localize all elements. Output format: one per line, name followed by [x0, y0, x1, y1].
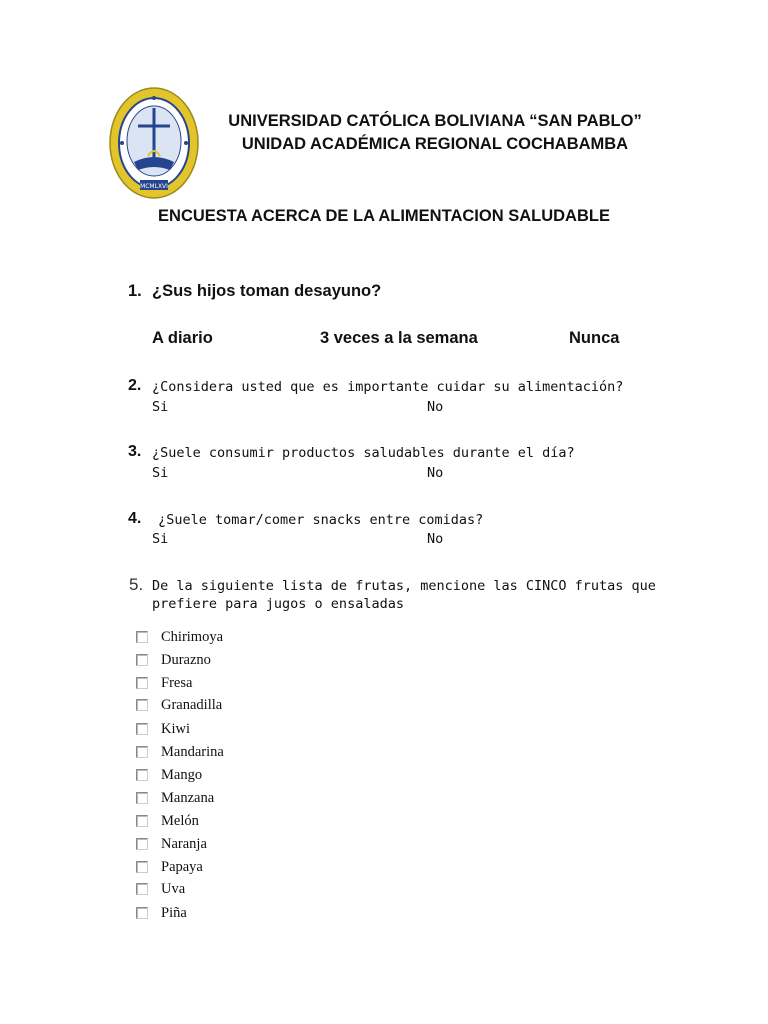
fruit-label: Piña [161, 904, 187, 921]
fruit-label: Durazno [161, 651, 211, 668]
question-2-text: ¿Considera usted que es importante cuidar su alimentación? [152, 379, 624, 395]
checkbox[interactable] [136, 792, 148, 804]
fruit-option-granadilla[interactable] [136, 694, 222, 716]
fruit-label: Mango [161, 766, 203, 783]
question-3-number: 3. [128, 443, 142, 460]
question-1-option-nunca: Nunca [569, 329, 620, 347]
checkbox[interactable] [136, 861, 148, 873]
fruit-option-chirimoya[interactable] [136, 626, 223, 648]
fruit-label: Mandarina [161, 743, 224, 760]
question-1-option-a-diario: A diario [152, 329, 213, 347]
fruit-option-kiwi[interactable] [136, 718, 190, 740]
question-4-option-no: No [427, 531, 444, 547]
checkbox[interactable] [136, 907, 148, 919]
checkbox[interactable] [136, 677, 148, 689]
checkbox[interactable] [136, 815, 148, 827]
fruit-option-uva[interactable] [136, 878, 185, 900]
checkbox[interactable] [136, 769, 148, 781]
academic-unit: UNIDAD ACADÉMICA REGIONAL COCHABAMBA [241, 135, 629, 153]
question-1-option-3-veces: 3 veces a la semana [320, 329, 478, 347]
question-1-number: 1. [128, 282, 142, 300]
fruit-label: Granadilla [161, 696, 223, 713]
checkbox[interactable] [136, 723, 148, 735]
fruit-label: Manzana [161, 789, 215, 806]
question-5-text-line-1: De la siguiente lista de frutas, mencione las CINCO frutas que [152, 578, 656, 594]
fruit-label: Naranja [161, 835, 207, 852]
svg-text:MCMLXVI: MCMLXVI [140, 183, 168, 190]
fruit-option-mango[interactable] [136, 764, 202, 786]
question-3-option-si: Si [152, 465, 169, 481]
fruit-option-melon[interactable] [136, 810, 199, 832]
checkbox[interactable] [136, 746, 148, 758]
fruit-label: Kiwi [161, 720, 190, 737]
fruit-option-fresa[interactable] [136, 672, 192, 694]
survey-title: ENCUESTA ACERCA DE LA ALIMENTACION SALUDABLE [158, 207, 610, 225]
fruit-option-naranja[interactable] [136, 833, 207, 855]
question-2-option-si: Si [152, 399, 169, 415]
fruit-option-manzana[interactable] [136, 787, 214, 809]
question-2-number: 2. [128, 377, 142, 394]
fruit-label: Fresa [161, 674, 193, 691]
question-2-option-no: No [427, 399, 444, 415]
fruit-label: Uva [161, 880, 186, 897]
question-4-option-si: Si [152, 531, 169, 547]
question-5-text-line-2: prefiere para jugos o ensaladas [152, 596, 404, 612]
question-4-text: ¿Suele tomar/comer snacks entre comidas? [150, 512, 484, 528]
university-name: UNIVERSIDAD CATÓLICA BOLIVIANA “SAN PABLO” [228, 112, 642, 130]
checkbox[interactable] [136, 631, 148, 643]
fruit-label: Melón [161, 812, 199, 829]
checkbox[interactable] [136, 699, 148, 711]
checkbox[interactable] [136, 654, 148, 666]
question-3-text: ¿Suele consumir productos saludables durante el día? [152, 445, 575, 461]
checkbox[interactable] [136, 883, 148, 895]
question-4-number: 4. [128, 510, 142, 527]
fruit-option-durazno[interactable] [136, 649, 211, 671]
fruit-label: Chirimoya [161, 628, 224, 645]
question-1-text: ¿Sus hijos toman desayuno? [152, 282, 382, 300]
question-3-option-no: No [427, 465, 444, 481]
fruit-label: Papaya [161, 858, 203, 875]
checkbox[interactable] [136, 838, 148, 850]
fruit-option-pina[interactable] [136, 902, 187, 924]
question-5-number: 5. [129, 575, 144, 594]
fruit-option-mandarina[interactable] [136, 741, 224, 763]
fruit-option-papaya[interactable] [136, 856, 203, 878]
